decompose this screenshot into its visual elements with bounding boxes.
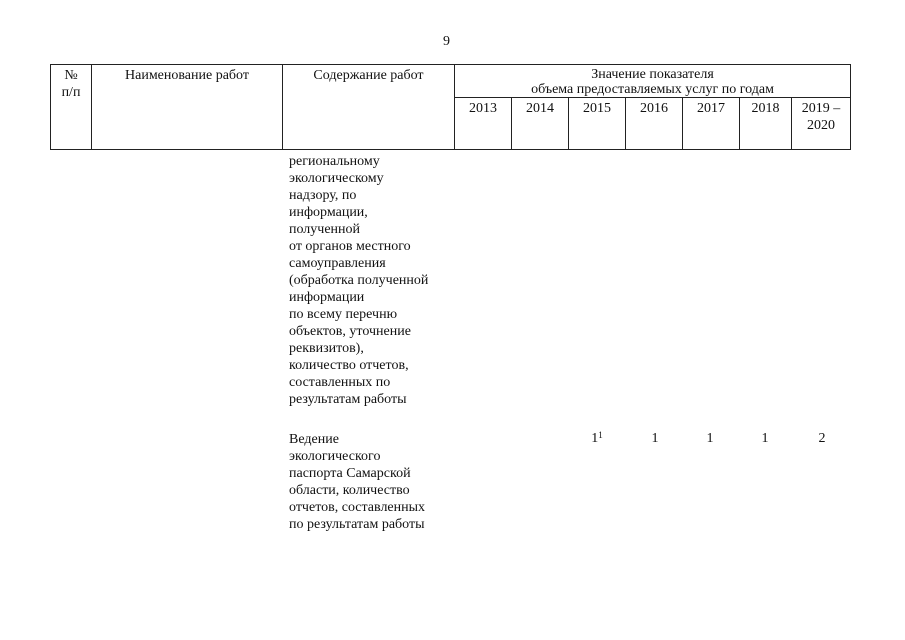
row2-value-2015-number: 1: [591, 431, 599, 446]
row2-value-2019-2020: 2: [818, 431, 826, 446]
year-2019-2020-line2: 2020: [807, 118, 835, 133]
header-top-border: [50, 64, 851, 65]
year-2019-2020: [792, 100, 850, 134]
header-content: Содержание работ: [313, 68, 424, 83]
header-num-line1: №: [64, 68, 78, 83]
row1-content: региональному экологическому надзору, по информации, полученной от органов местного самоуправления (обработка полученной информации по всему перечню объектов, уточнение реквизитов), количество отчетов, составленных по результатам работы: [289, 154, 429, 407]
row2-value-2017: 1: [706, 431, 714, 446]
year-2014: 2014: [526, 101, 554, 116]
year-2015: 2015: [583, 101, 611, 116]
header-num: [51, 67, 91, 101]
row2-value-2018: 1: [761, 431, 769, 446]
col-border: [850, 64, 851, 150]
header-bottom-border: [50, 149, 851, 150]
footnote-marker: 1: [598, 430, 603, 440]
year-2017: 2017: [697, 101, 725, 116]
row2-content: Ведение экологического паспорта Самарской области, количество отчетов, составленных по результатам работы: [289, 432, 426, 532]
year-2013: 2013: [469, 101, 497, 116]
page-number: 9: [443, 34, 450, 49]
year-2016: 2016: [640, 101, 668, 116]
year-2019-2020-line1: 2019 –: [801, 101, 841, 116]
header-indicator: [455, 67, 850, 97]
header-name: Наименование работ: [125, 68, 249, 83]
year-2018: 2018: [751, 101, 780, 116]
row2-value-2015: [577, 430, 617, 447]
header-indicator-line2: объема предоставляемых услуг по годам: [531, 82, 774, 97]
row2-value-2016: 1: [651, 431, 659, 446]
header-indicator-line1: Значение показателя: [591, 67, 714, 82]
header-num-line2: п/п: [61, 85, 81, 100]
